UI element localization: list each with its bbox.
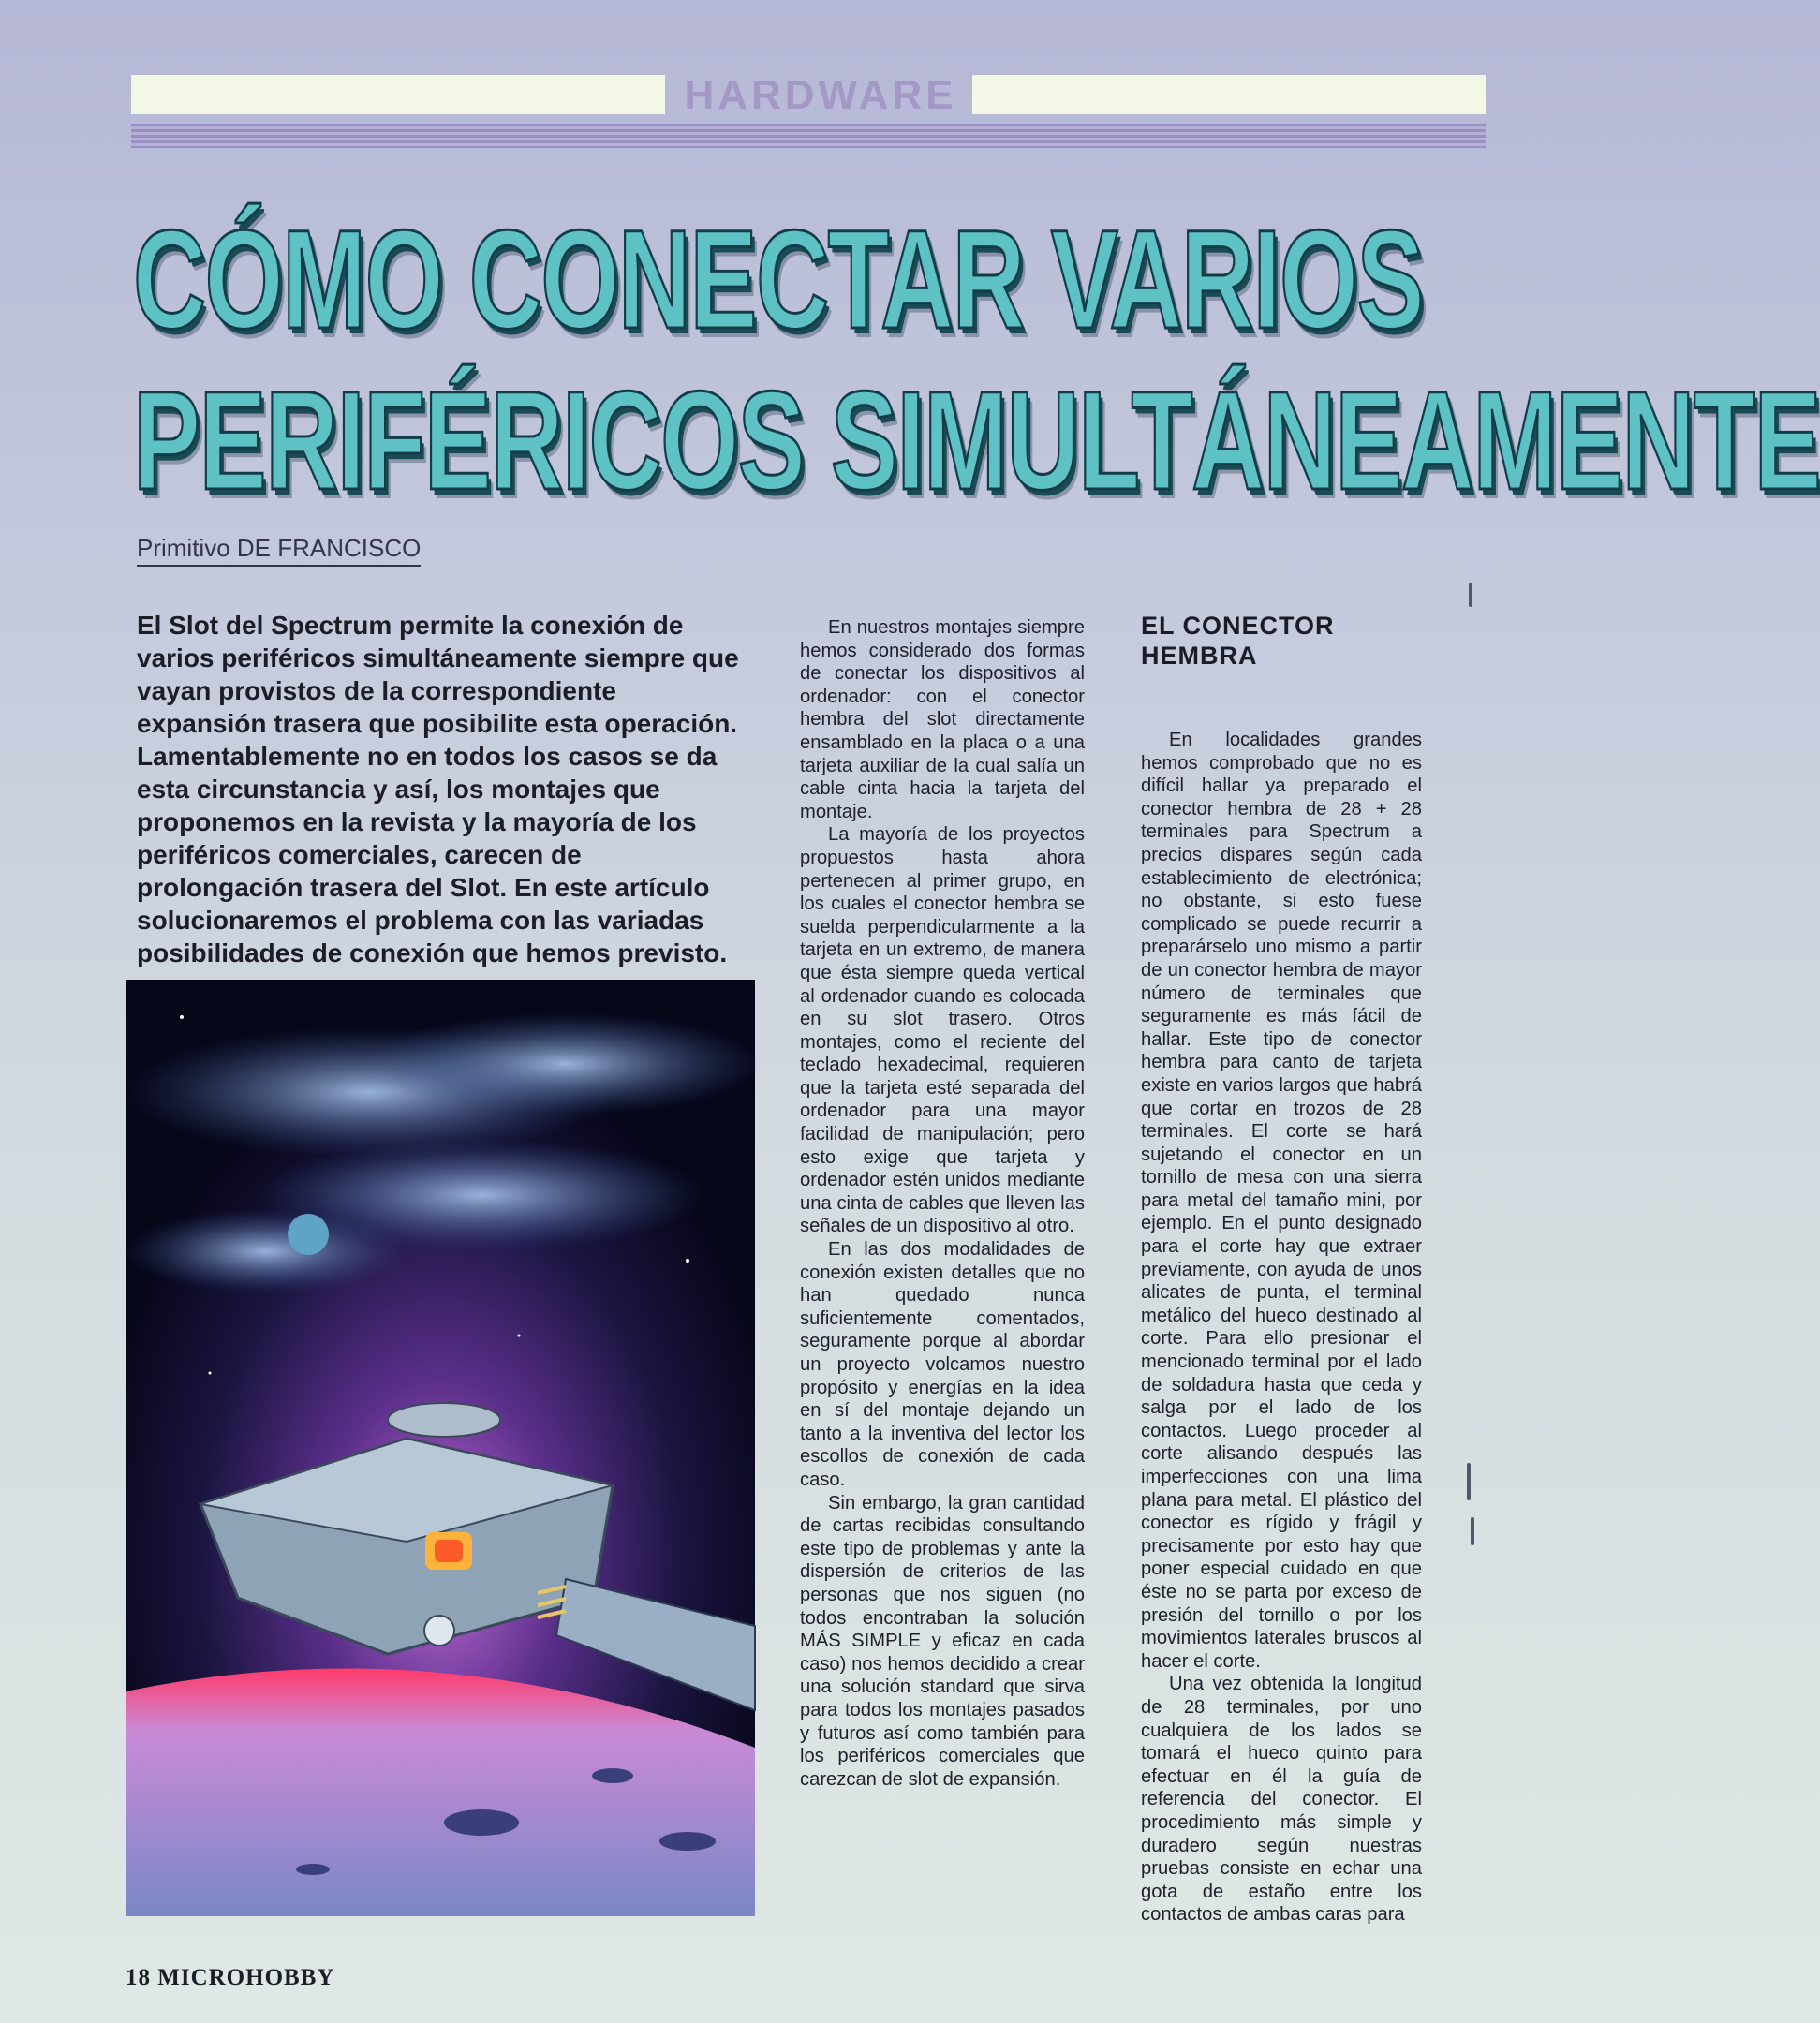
byline: Primitivo DE FRANCISCO <box>137 534 421 567</box>
star <box>209 1372 212 1375</box>
paragraph: Una vez obtenida la longitud de 28 terminales, por uno cualquiera de los lados se tomará el hueco quinto para efectuar en él la guía de referencia del conector. El procedimiento más simple y duradero según nuestras pruebas consiste en echar una gota de estaño entre los contactos de ambas caras para <box>1141 1674 1422 1926</box>
paragraph: Sin embargo, la gran cantidad de cartas recibidas consultando este tipo de problemas y ante la dispersión de criterios de las personas que nos siguen (no todos encontraban la solución MÁS SIMPLE y eficaz en cada caso) nos hemos decidido a crear una solución standard que sirva para todos los montajes pasados y futuros así como también para los periféricos comerciales que carezcan de slot de expansión. <box>800 1492 1085 1790</box>
title-line-2: PERIFÉRICOS SIMULTÁNEAMENTE <box>133 362 1820 519</box>
header-stripe <box>131 124 1486 148</box>
page-number: 18 <box>126 1965 151 1990</box>
star <box>686 1259 689 1263</box>
star <box>518 1335 521 1337</box>
nebula-2 <box>369 1012 762 1115</box>
paragraph: En las dos modalidades de conexión existen detalles que no han quedado nunca suficientemente comentados, seguramente porque al abordar un proyecto volcamos nuestro propósito y energías en la idea en sí del montaje dejando un tanto a la inventiva del lector los escollos de conexión de cada caso. <box>800 1239 1085 1490</box>
small-planet <box>288 1214 329 1255</box>
lead-paragraph: El Slot del Spectrum permite la conexión de varios periféricos simultáneamente siempre que vayan provistos de la correspondiente expansión trasera que posibilite esta operación. Lamentablemente no en todos los casos se da esta circunstancia y así, los montajes que proponemos en la revista y la mayoría de los periféricos comerciales, carecen de prolongación trasera del Slot. En este artículo solucionaremos el problema con las variadas posibilidades de conexión que hemos previsto. <box>137 611 739 967</box>
paragraph: En nuestros montajes siempre hemos considerado dos formas de conectar los dispositivos al ordenador: con el conector hembra del slot directamente ensamblado en la placa o a una tarjeta auxiliar de la cual salía un cable cinta hacia la tarjeta del montaje. <box>800 617 1085 822</box>
edge-mark <box>1469 583 1472 607</box>
crater <box>659 1832 716 1851</box>
ship-dome <box>388 1403 500 1437</box>
ship-pod <box>424 1616 454 1646</box>
title-line-1: CÓMO CONECTAR VARIOS <box>133 200 1424 358</box>
section-heading: EL CONECTOR HEMBRA <box>1141 612 1335 670</box>
crater <box>444 1809 519 1836</box>
header-bar-left <box>131 75 665 114</box>
nebula-4 <box>126 1209 407 1293</box>
crater <box>592 1768 633 1783</box>
page-folio <box>126 1965 334 1991</box>
edge-mark <box>1471 1517 1474 1545</box>
column-middle <box>800 616 1085 1791</box>
magazine-name: MICROHOBBY <box>157 1965 335 1990</box>
header-bar-right <box>972 75 1486 114</box>
spaceship-illustration <box>126 980 755 1916</box>
crater <box>296 1864 330 1875</box>
paragraph: La mayoría de los proyectos propuestos hasta ahora pertenecen al primer grupo, en los cuales el conector hembra se suelda perpendicularmente a la tarjeta en un extremo, de manera que ésta siempre queda vertical al ordenador cuando es colocada en su slot trasero. Otros montajes, como el reciente del teclado hexadecimal, requieren que la tarjeta esté separada del ordenador para una mayor facilidad de manipulación; pero esto exige que tarjeta y ordenador estén unidos mediante una cinta de cables que lleven las señales de un dispositivo al otro. <box>800 824 1085 1237</box>
edge-mark <box>1467 1463 1471 1500</box>
column-right <box>1141 729 1422 1927</box>
paragraph: En localidades grandes hemos comprobado que no es difícil hallar ya preparado el conector hembra de 28 + 28 terminales para Spectrum a precios dispares según cada establecimiento de electrónica; no obstante, si esto fuese complicado se puede recurrir a preparárselo uno mismo a partir de un conector hembra de mayor número de terminales que seguramente es más fácil de hallar. Este tipo de conector hembra para canto de tarjeta existe en varios largos que habrá que cortar en trozos de 28 terminales. El corte se hará sujetando el conector en un tornillo de mesa con una sierra para metal del tamaño mini, por ejemplo. En el punto designado para el corte hay que extraer previamente, con ayuda de unos alicates de punta, el terminal metálico del hueco destinado al corte. Para ello presionar el mencionado terminal por el lado de soldadura hasta que ceda y salga por el lado de los contactos. Luego proceder al corte alisando después las imperfecciones con una lima plana para metal. El plástico del conector es rígido y frágil y precisamente por esto hay que poner especial cuidado en que éste no se parta por exceso de presión del tornillo o por los movimientos laterales bruscos al hacer el corte. <box>1141 730 1422 1672</box>
section-label: HARDWARE <box>684 72 957 118</box>
star <box>180 1015 184 1019</box>
ship-engine-core <box>435 1540 463 1562</box>
article-title <box>133 199 1820 521</box>
